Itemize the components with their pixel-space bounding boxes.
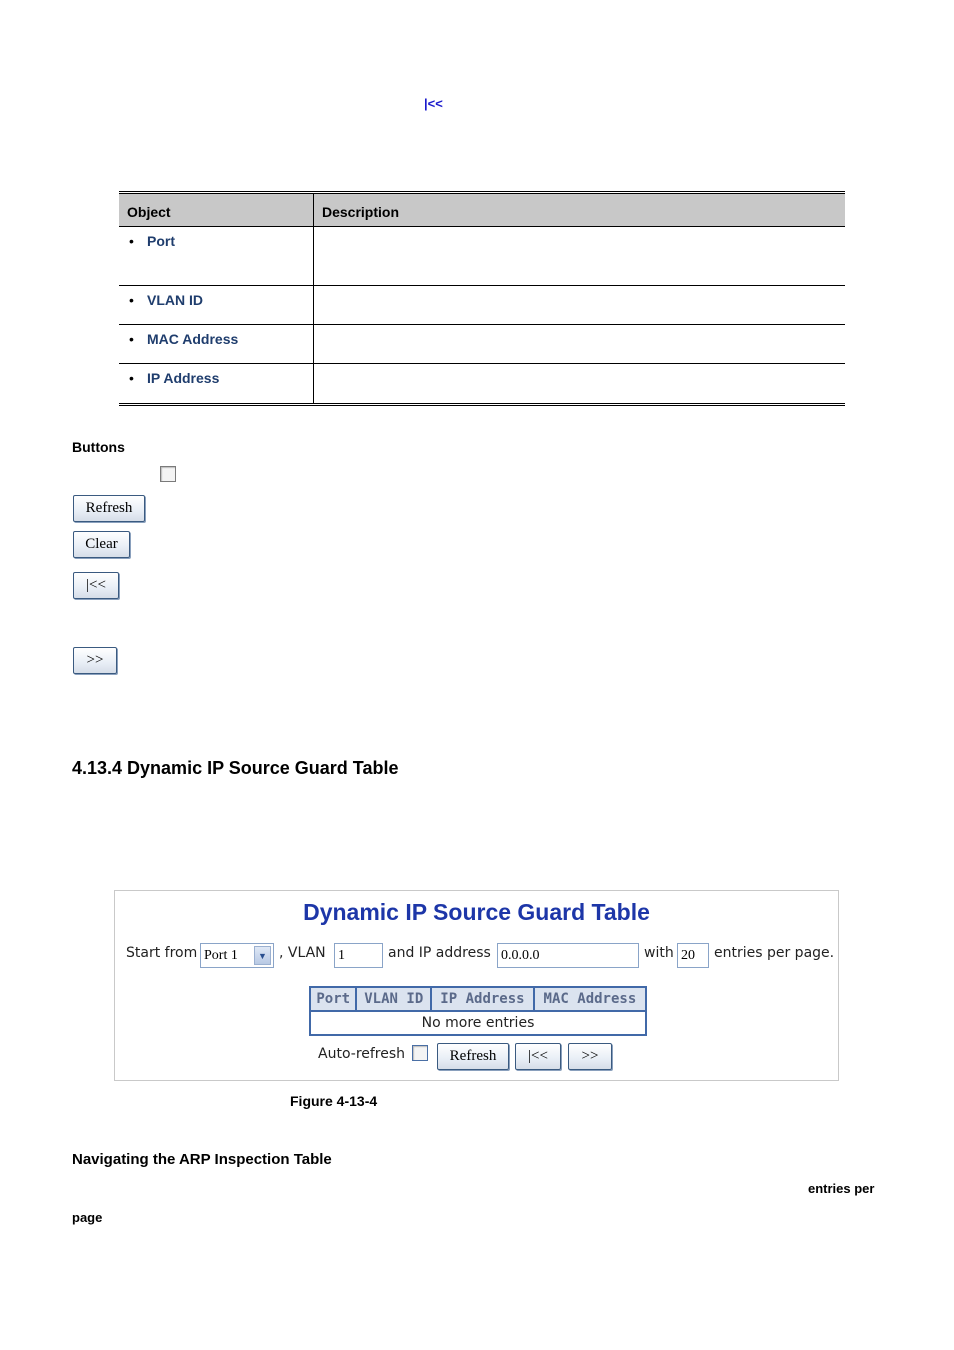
page-text: page bbox=[72, 1210, 103, 1225]
vlan-id-column-header: VLAN ID bbox=[356, 987, 431, 1011]
object-port: Port bbox=[147, 233, 175, 249]
auto-refresh-label: Auto-refresh bbox=[318, 1046, 406, 1062]
buttons-label: Buttons bbox=[72, 439, 125, 455]
refresh-button[interactable]: Refresh bbox=[437, 1043, 509, 1070]
auto-refresh-checkbox[interactable] bbox=[160, 466, 176, 482]
entries-per-text: entries per bbox=[808, 1181, 875, 1196]
table-row-port: • Port bbox=[119, 227, 314, 286]
start-from-label: Start from bbox=[126, 945, 198, 961]
refresh-button[interactable]: Refresh bbox=[73, 495, 145, 522]
mac-address-column-header: MAC Address bbox=[534, 987, 646, 1011]
description-cell bbox=[314, 364, 846, 403]
next-page-button[interactable]: >> bbox=[568, 1043, 612, 1070]
description-cell bbox=[314, 286, 846, 325]
description-cell bbox=[314, 227, 846, 286]
first-page-button[interactable]: |<< bbox=[73, 572, 119, 599]
section-heading: 4.13.4 Dynamic IP Source Guard Table bbox=[72, 758, 399, 778]
table-row-mac-address: • MAC Address bbox=[119, 325, 314, 364]
table-row-ip-address: • IP Address bbox=[119, 364, 314, 403]
ip-address-label: and IP address bbox=[388, 945, 491, 961]
port-select[interactable] bbox=[200, 943, 274, 968]
description-header: Description bbox=[314, 194, 846, 227]
ip-address-column-header: IP Address bbox=[431, 987, 534, 1011]
entries-per-page-label: entries per page. bbox=[714, 945, 835, 961]
object-mac-address: MAC Address bbox=[147, 331, 239, 347]
with-label: with bbox=[644, 945, 674, 961]
navigation-heading: Navigating the ARP Inspection Table bbox=[72, 1151, 332, 1168]
entries-table bbox=[309, 986, 647, 1036]
object-vlan-id: VLAN ID bbox=[147, 292, 203, 308]
chevron-down-icon[interactable]: ▼ bbox=[254, 946, 271, 965]
description-cell bbox=[314, 325, 846, 364]
ip-address-input[interactable]: 0.0.0.0 bbox=[497, 943, 639, 968]
port-column-header: Port bbox=[310, 987, 356, 1011]
object-ip-address: IP Address bbox=[147, 370, 220, 386]
empty-message: No more entries bbox=[421, 1015, 535, 1031]
dynamic-ip-source-guard-panel bbox=[114, 890, 839, 1081]
first-page-button[interactable]: |<< bbox=[515, 1043, 561, 1070]
auto-refresh-checkbox[interactable] bbox=[412, 1045, 428, 1061]
object-description-table bbox=[119, 191, 845, 406]
panel-title: Dynamic IP Source Guard Table bbox=[303, 899, 650, 925]
vlan-input[interactable]: 1 bbox=[334, 943, 383, 968]
table-row-vlan-id: • VLAN ID bbox=[119, 286, 314, 325]
vlan-label: , VLAN bbox=[279, 945, 326, 961]
port-select-value: Port 1 bbox=[204, 948, 238, 963]
object-header: Object bbox=[119, 194, 314, 227]
first-page-link[interactable]: |<< bbox=[424, 96, 443, 111]
entries-per-page-input[interactable]: 20 bbox=[677, 943, 709, 968]
clear-button[interactable]: Clear bbox=[73, 531, 130, 558]
figure-caption: Figure 4-13-4 bbox=[290, 1093, 378, 1109]
next-page-button[interactable]: >> bbox=[73, 647, 117, 674]
